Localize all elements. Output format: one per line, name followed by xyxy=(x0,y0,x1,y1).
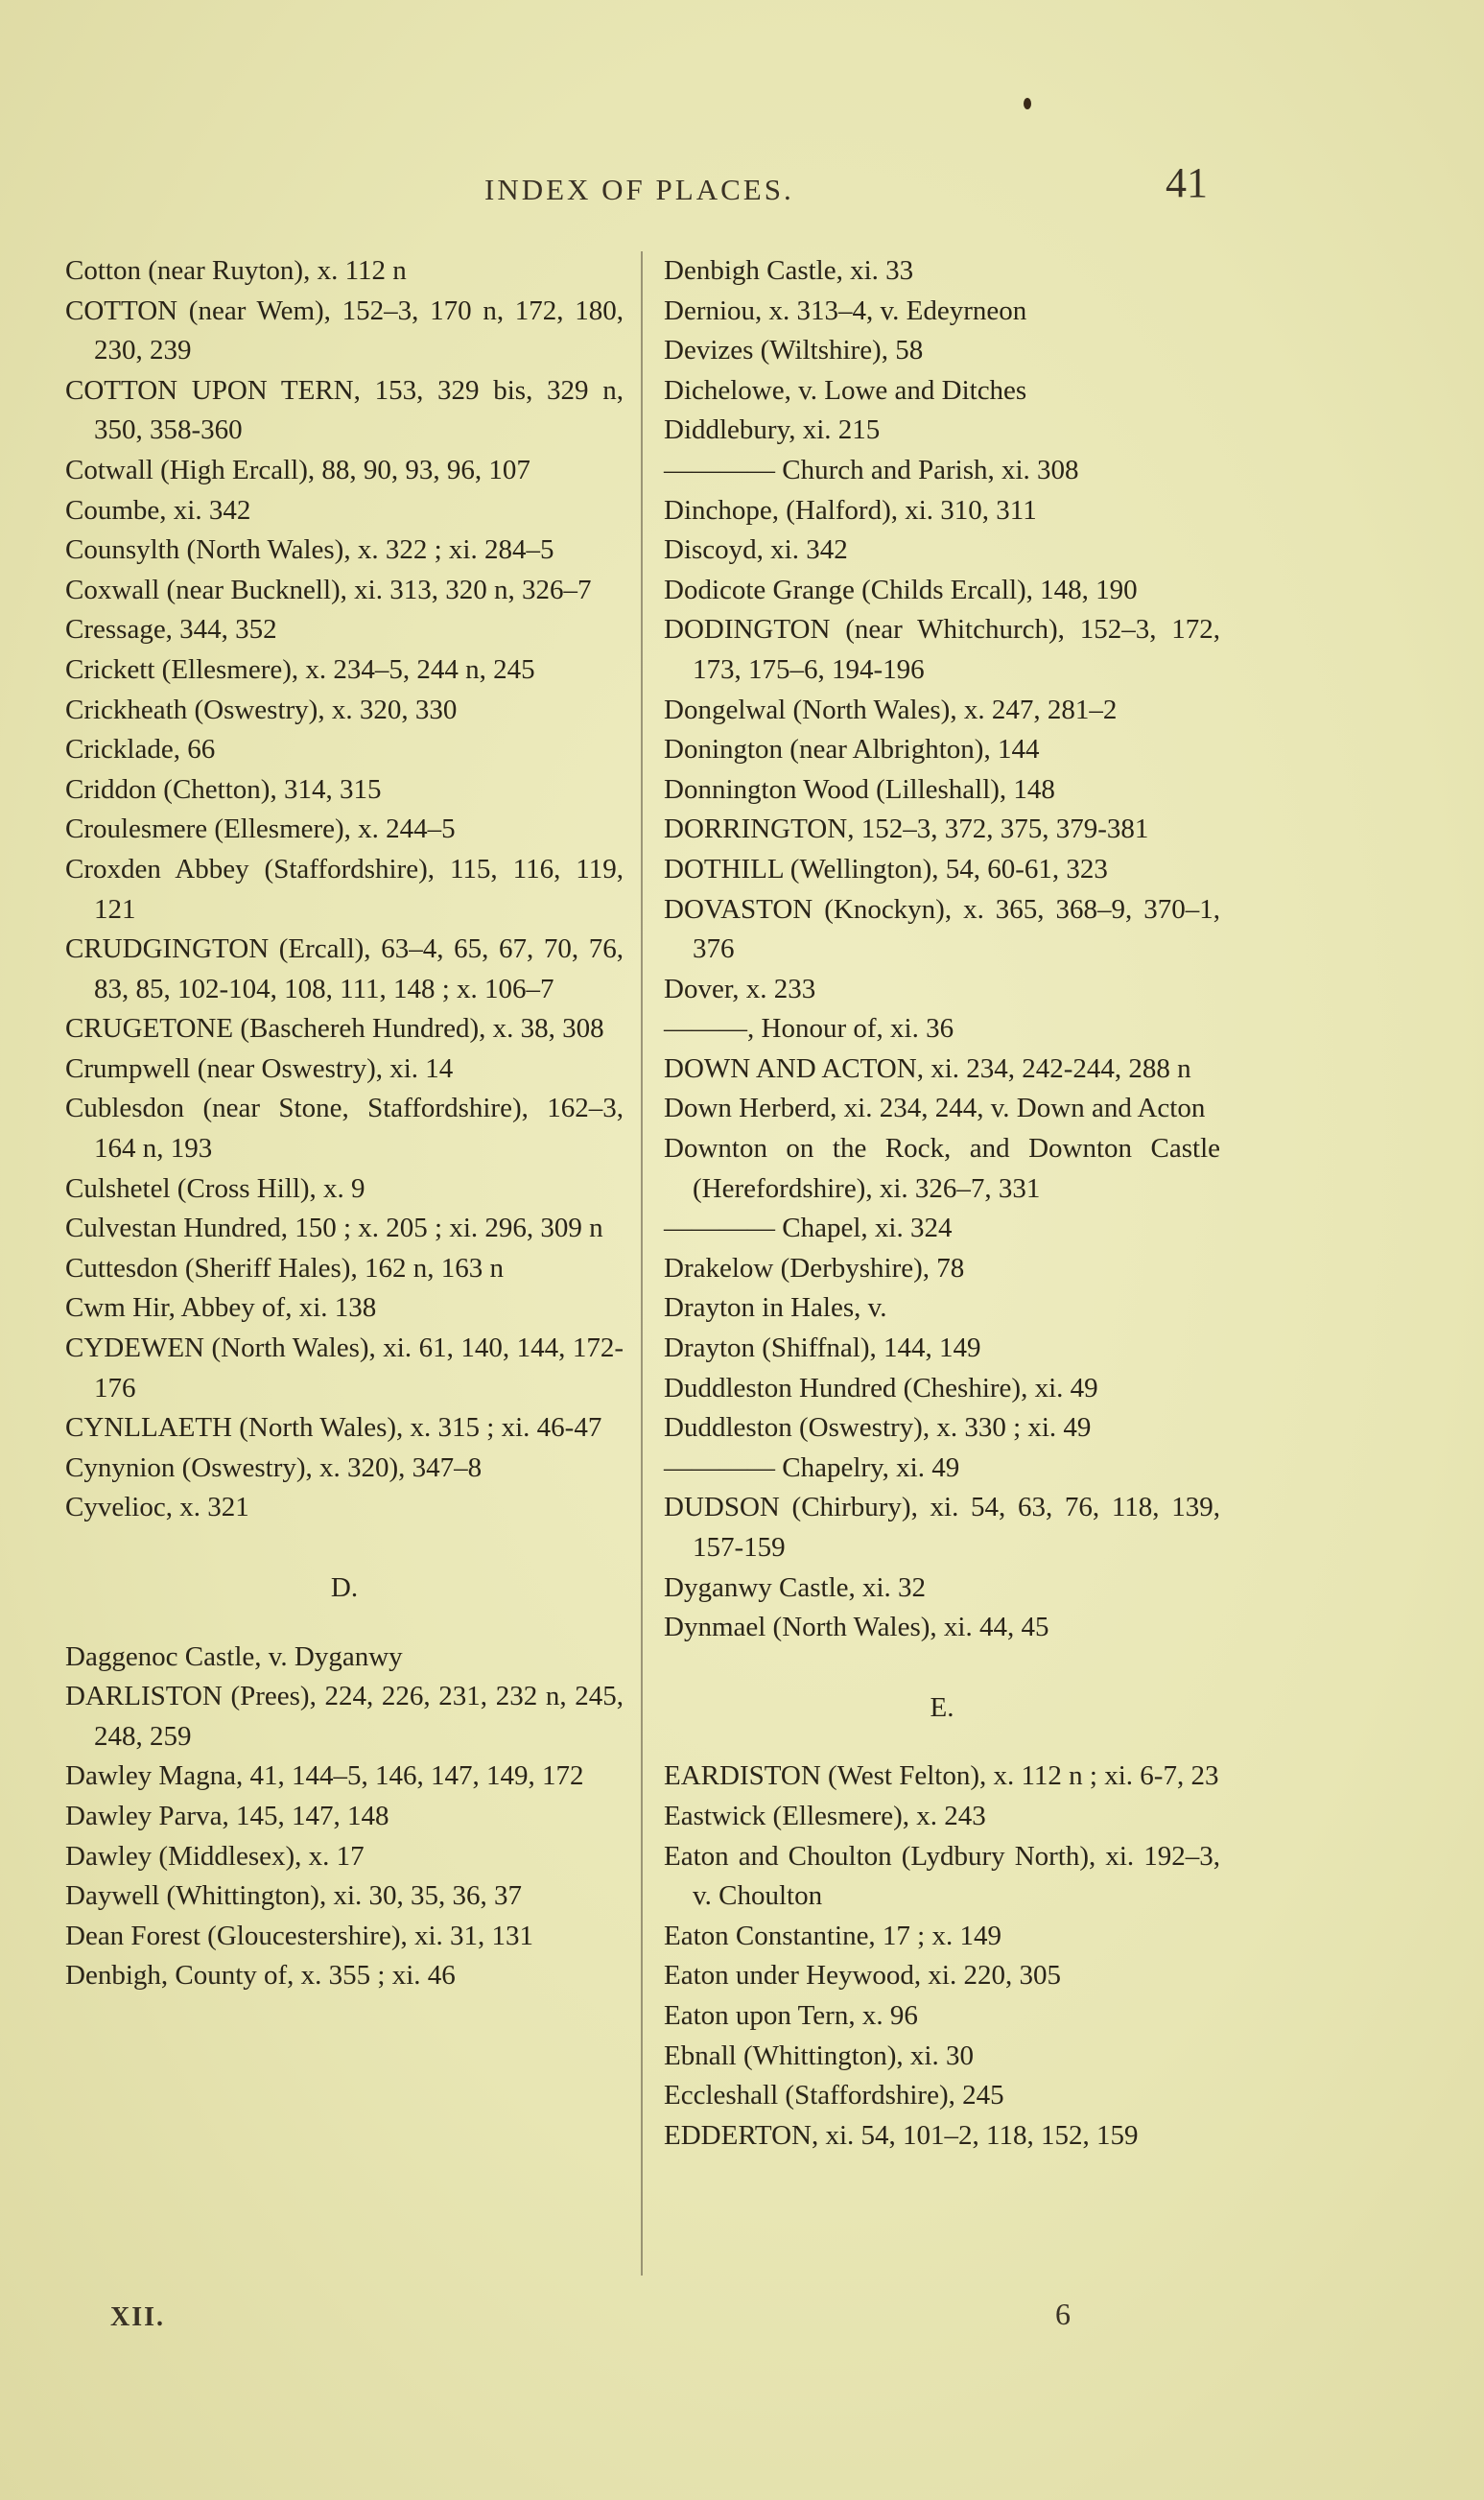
index-entry: ———— Chapelry, xi. 49 xyxy=(664,1451,960,1483)
index-entry: Cublesdon (near Stone, Staffordshire), 162–3, 164 n, 193 xyxy=(65,1093,624,1165)
index-entry: Donington (near Albrighton), 144 xyxy=(664,734,1040,766)
index-entry: Coxwall (near Bucknell), xi. 313, 320 n, 326–7 xyxy=(65,574,592,605)
index-entry: Culvestan Hundred, 150 ; x. 205 ; xi. 296, 309 n xyxy=(65,1213,603,1244)
index-entry: ———— Chapel, xi. 324 xyxy=(664,1213,953,1244)
index-entry: Dinchope, (Halford), xi. 310, 311 xyxy=(664,494,1037,526)
index-entry: Dodicote Grange (Childs Ercall), 148, 190 xyxy=(664,574,1138,605)
index-entry: Cyvelioc, x. 321 xyxy=(65,1492,249,1523)
index-entry: Ebnall (Whittington), xi. 30 xyxy=(664,2040,974,2071)
index-entry: Discoyd, xi. 342 xyxy=(664,534,848,566)
index-entry: Culshetel (Cross Hill), x. 9 xyxy=(65,1172,365,1204)
sheet-number: 6 xyxy=(1055,2297,1071,2331)
signature-mark: XII. xyxy=(110,2302,166,2332)
section-heading-d: D. xyxy=(330,1572,359,1603)
index-entry: EDDERTON, xi. 54, 101–2, 118, 152, 159 xyxy=(664,2119,1139,2151)
index-entry: Crumpwell (near Oswestry), xi. 14 xyxy=(65,1052,454,1084)
index-entry: Cressage, 344, 352 xyxy=(65,614,277,646)
index-entry: ———, Honour of, xi. 36 xyxy=(664,1013,954,1045)
right-column xyxy=(664,251,1220,2156)
index-entry: Dynmael (North Wales), xi. 44, 45 xyxy=(664,1612,1049,1643)
index-entry: Eaton and Choulton (Lydbury North), xi. 192–3, v. Choulton xyxy=(664,1840,1220,1912)
index-entry: Dean Forest (Gloucestershire), xi. 31, 131 xyxy=(65,1920,534,1951)
index-entry: COTTON UPON TERN, 153, 329 bis, 329 n, 350, 358-360 xyxy=(65,374,624,446)
index-entry: Eastwick (Ellesmere), x. 243 xyxy=(664,1800,986,1831)
index-entry: Derniou, x. 313–4, v. Edeyrneon xyxy=(664,295,1027,326)
index-entry: Cotton (near Ruyton), x. 112 n xyxy=(65,255,407,286)
index-entry: EARDISTON (West Felton), x. 112 n ; xi. 6-7, 23 xyxy=(664,1760,1219,1792)
index-entry: DODINGTON (near Whitchurch), 152–3, 172, 173, 175–6, 194-196 xyxy=(664,614,1220,685)
index-entry: Duddleston (Oswestry), x. 330 ; xi. 49 xyxy=(664,1412,1092,1444)
index-entry: Cynynion (Oswestry), x. 320), 347–8 xyxy=(65,1451,483,1483)
index-entry: Drayton (Shiffnal), 144, 149 xyxy=(664,1333,981,1364)
index-entry: Dongelwal (North Wales), x. 247, 281–2 xyxy=(664,694,1118,725)
index-entry: Donnington Wood (Lilleshall), 148 xyxy=(664,773,1055,805)
index-entry: CYNLLAETH (North Wales), x. 315 ; xi. 46-47 xyxy=(65,1412,602,1444)
index-entry: Daggenoc Castle, v. Dyganwy xyxy=(65,1640,403,1672)
index-entry: DARLISTON (Prees), 224, 226, 231, 232 n, 245, 248, 259 xyxy=(65,1681,624,1752)
index-entry: Cricklade, 66 xyxy=(65,734,216,766)
index-entry: Devizes (Wiltshire), 58 xyxy=(664,335,924,366)
right-entry-list xyxy=(664,251,1220,1648)
index-entry: Eaton Constantine, 17 ; x. 149 xyxy=(664,1920,1001,1951)
index-entry: Diddlebury, xi. 215 xyxy=(664,414,881,446)
index-entry: Dichelowe, v. Lowe and Ditches xyxy=(664,374,1027,406)
left-entry-list xyxy=(65,251,624,1528)
section-d-entry-list xyxy=(65,1638,624,1996)
index-entry: Denbigh Castle, xi. 33 xyxy=(664,255,914,286)
index-entry: COTTON (near Wem), 152–3, 170 n, 172, 180, 230, 239 xyxy=(65,295,624,366)
index-entry: Dyganwy Castle, xi. 32 xyxy=(664,1571,927,1603)
index-entry: CRUGETONE (Baschereh Hundred), x. 38, 308 xyxy=(65,1013,604,1045)
section-heading-e: E. xyxy=(930,1691,954,1723)
page-number: 41 xyxy=(1166,159,1208,206)
index-entry: Cwm Hir, Abbey of, xi. 138 xyxy=(65,1292,377,1324)
page-header xyxy=(0,159,1484,221)
column-divider xyxy=(641,251,643,2276)
index-entry: DOWN AND ACTON, xi. 234, 242-244, 288 n xyxy=(664,1052,1191,1084)
index-entry: Eccleshall (Staffordshire), 245 xyxy=(664,2080,1004,2111)
index-entry: Dawley (Middlesex), x. 17 xyxy=(65,1840,365,1872)
index-entry: Croxden Abbey (Staffordshire), 115, 116, 119, 121 xyxy=(65,853,624,925)
index-entry: Crickett (Ellesmere), x. 234–5, 244 n, 245 xyxy=(65,653,535,685)
index-entry: Coumbe, xi. 342 xyxy=(65,494,251,526)
index-entry: Down Herberd, xi. 234, 244, v. Down and Acton xyxy=(664,1093,1206,1124)
left-column xyxy=(65,251,624,1996)
index-entry: Downton on the Rock, and Downton Castle (Herefordshire), xi. 326–7, 331 xyxy=(664,1133,1220,1204)
index-entry: Dawley Parva, 145, 147, 148 xyxy=(65,1800,389,1831)
index-entry: DUDSON (Chirbury), xi. 54, 63, 76, 118, 139, 157-159 xyxy=(664,1492,1220,1563)
index-entry: ———— Church and Parish, xi. 308 xyxy=(664,454,1079,485)
index-entry: CYDEWEN (North Wales), xi. 61, 140, 144, 172-176 xyxy=(65,1333,624,1403)
index-entry: Dover, x. 233 xyxy=(664,973,816,1004)
index-entry: CRUDGINGTON (Ercall), 63–4, 65, 67, 70, 76, 83, 85, 102-104, 108, 111, 148 ; x. 106–7 xyxy=(65,933,624,1004)
index-entry: Denbigh, County of, x. 355 ; xi. 46 xyxy=(65,1960,456,1992)
index-entry: Cotwall (High Ercall), 88, 90, 93, 96, 107 xyxy=(65,454,530,485)
section-e-entry-list xyxy=(664,1757,1220,2156)
index-entry: DORRINGTON, 152–3, 372, 375, 379-381 xyxy=(664,814,1149,845)
index-entry: Counsylth (North Wales), x. 322 ; xi. 284–5 xyxy=(65,534,554,566)
index-entry: Croulesmere (Ellesmere), x. 244–5 xyxy=(65,814,456,845)
index-entry: Duddleston Hundred (Cheshire), xi. 49 xyxy=(664,1372,1098,1403)
index-entry: Eaton upon Tern, x. 96 xyxy=(664,1999,918,2031)
index-entry: Crickheath (Oswestry), x. 320, 330 xyxy=(65,694,458,725)
index-entry: Daywell (Whittington), xi. 30, 35, 36, 37 xyxy=(65,1880,523,1912)
index-entry: Dawley Magna, 41, 144–5, 146, 147, 149, 172 xyxy=(65,1760,584,1792)
index-entry: DOTHILL (Wellington), 54, 60-61, 323 xyxy=(664,853,1108,884)
index-entry: Criddon (Chetton), 314, 315 xyxy=(65,773,382,805)
index-entry: Cuttesdon (Sheriff Hales), 162 n, 163 n xyxy=(65,1252,504,1284)
ink-spot xyxy=(1024,98,1031,109)
index-entry: Drayton in Hales, v. xyxy=(664,1292,887,1324)
index-entry: DOVASTON (Knockyn), x. 365, 368–9, 370–1, 376 xyxy=(664,893,1220,965)
running-title: INDEX OF PLACES. xyxy=(484,173,794,206)
index-entry: Drakelow (Derbyshire), 78 xyxy=(664,1252,965,1284)
index-entry: Eaton under Heywood, xi. 220, 305 xyxy=(664,1960,1061,1992)
